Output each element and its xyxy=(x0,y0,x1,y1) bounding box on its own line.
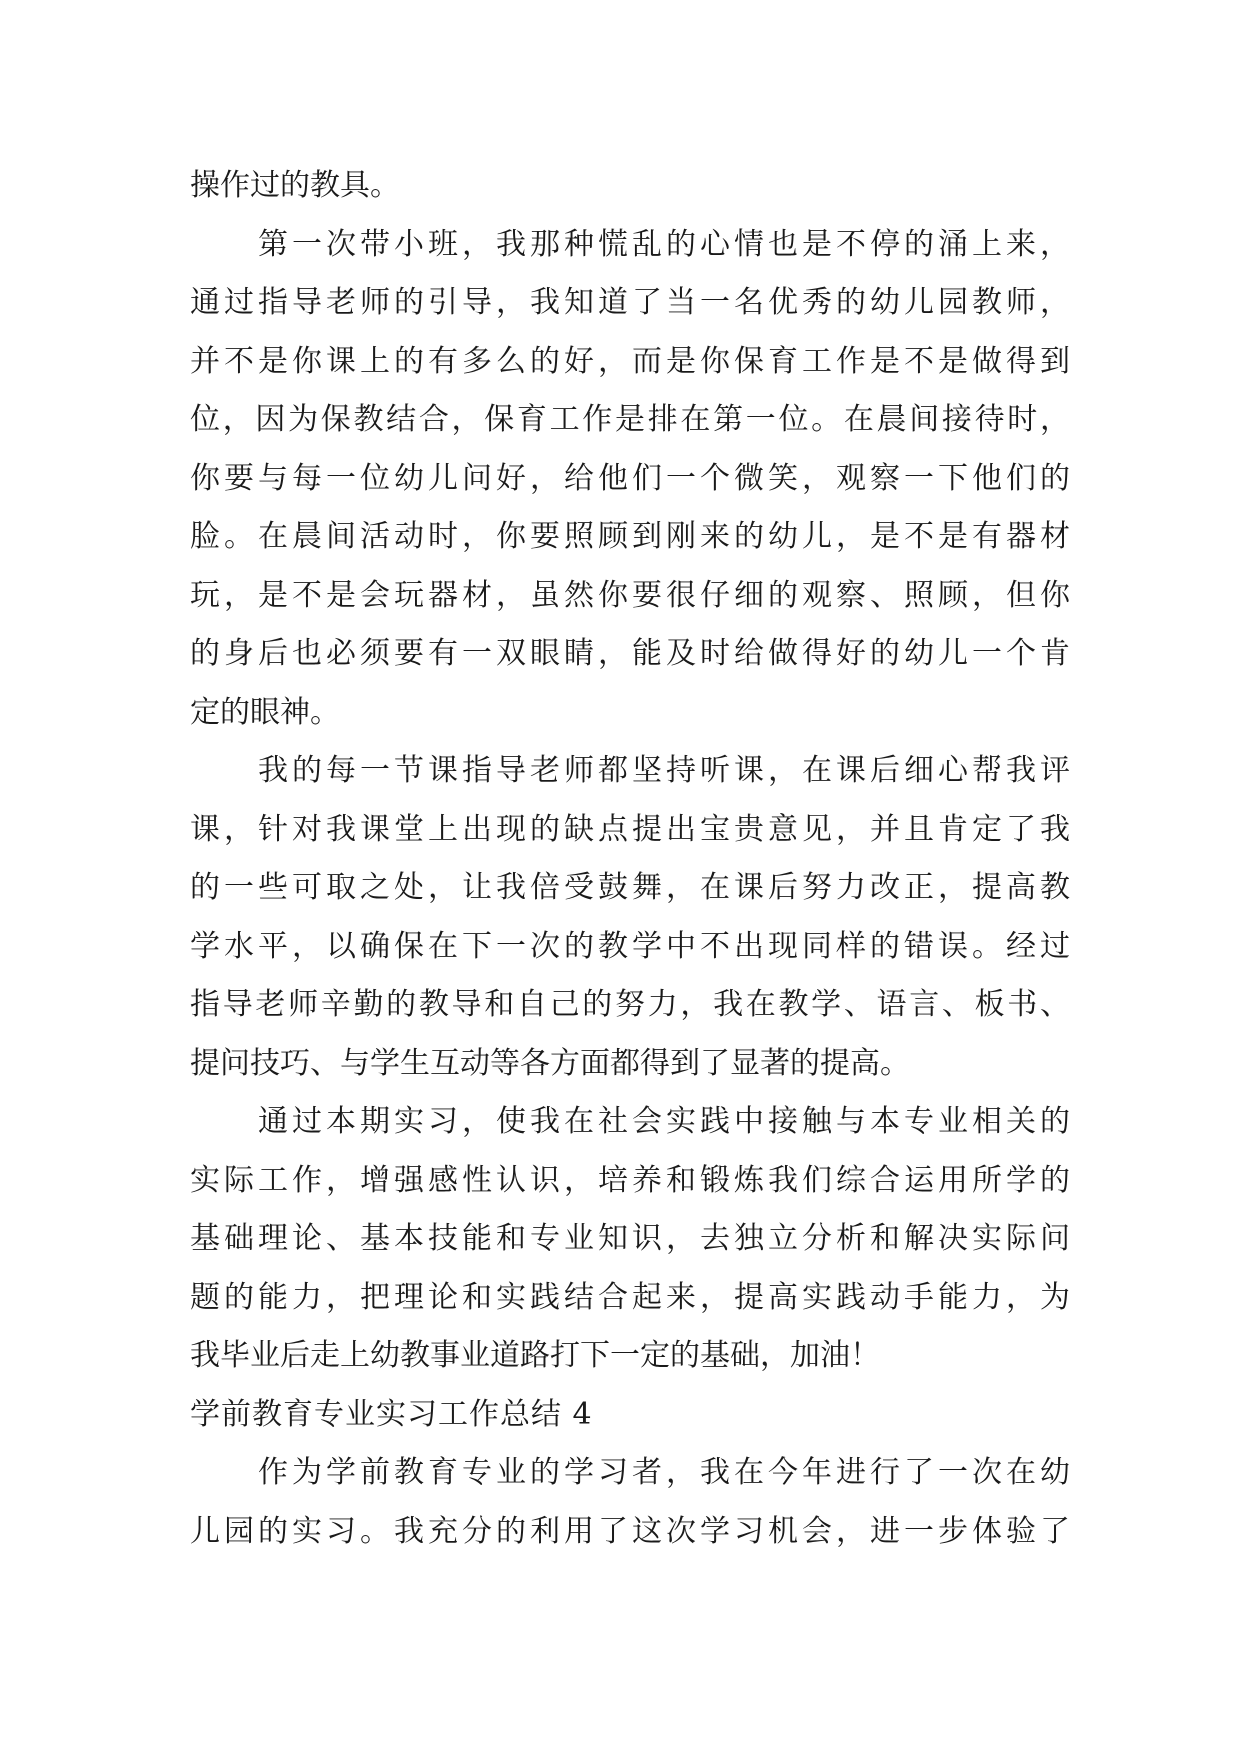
text-line: 提问技巧、与学生互动等各方面都得到了显著的提高。 xyxy=(190,1045,910,1081)
text-line: 课，针对我课堂上出现的缺点提出宝贵意见，并且肯定了我 xyxy=(190,811,1070,847)
text-line: 你要与每一位幼儿问好，给他们一个微笑，观察一下他们的 xyxy=(190,460,1070,496)
text-line: 的一些可取之处，让我倍受鼓舞，在课后努力改正，提高教 xyxy=(190,870,1070,905)
text-line: 通过本期实习，使我在社会实践中接触与本专业相关的 xyxy=(258,1104,1070,1139)
text-line: 我毕业后走上幼教事业道路打下一定的基础，加油！ xyxy=(190,1338,880,1373)
text-line: 第一次带小班，我那种慌乱的心情也是不停的涌上来， xyxy=(258,226,1070,262)
text-line: 定的眼神。 xyxy=(190,694,340,730)
document-body xyxy=(190,157,1070,1561)
text-line: 儿园的实习。我充分的利用了这次学习机会，进一步体验了 xyxy=(190,1513,1070,1549)
text-line: 操作过的教具。 xyxy=(190,168,400,203)
text-line: 位，因为保教结合，保育工作是排在第一位。在晨间接待时， xyxy=(190,402,1070,437)
text-line: 玩，是不是会玩器材，虽然你要很仔细的观察、照顾，但你 xyxy=(190,577,1070,613)
text-line: 题的能力，把理论和实践结合起来，提高实践动手能力，为 xyxy=(190,1279,1070,1315)
text-line: 并不是你课上的有多么的好，而是你保育工作是不是做得到 xyxy=(190,343,1070,379)
section-heading: 学前教育专业实习工作总结 4 xyxy=(190,1396,593,1432)
text-line: 作为学前教育专业的学习者，我在今年进行了一次在幼 xyxy=(258,1455,1070,1490)
text-line: 脸。在晨间活动时，你要照顾到刚来的幼儿，是不是有器材 xyxy=(190,519,1070,554)
text-line: 指导老师辛勤的教导和自己的努力，我在教学、语言、板书、 xyxy=(190,987,1070,1022)
text-line: 通过指导老师的引导，我知道了当一名优秀的幼儿园教师， xyxy=(190,285,1070,320)
text-line: 学水平，以确保在下一次的教学中不出现同样的错误。经过 xyxy=(190,928,1070,964)
text-line: 实际工作，增强感性认识，培养和锻炼我们综合运用所学的 xyxy=(190,1162,1070,1198)
text-line: 我的每一节课指导老师都坚持听课，在课后细心帮我评 xyxy=(258,753,1070,788)
text-line: 的身后也必须要有一双眼睛，能及时给做得好的幼儿一个肯 xyxy=(190,636,1070,671)
text-line: 基础理论、基本技能和专业知识，去独立分析和解决实际问 xyxy=(190,1221,1070,1256)
